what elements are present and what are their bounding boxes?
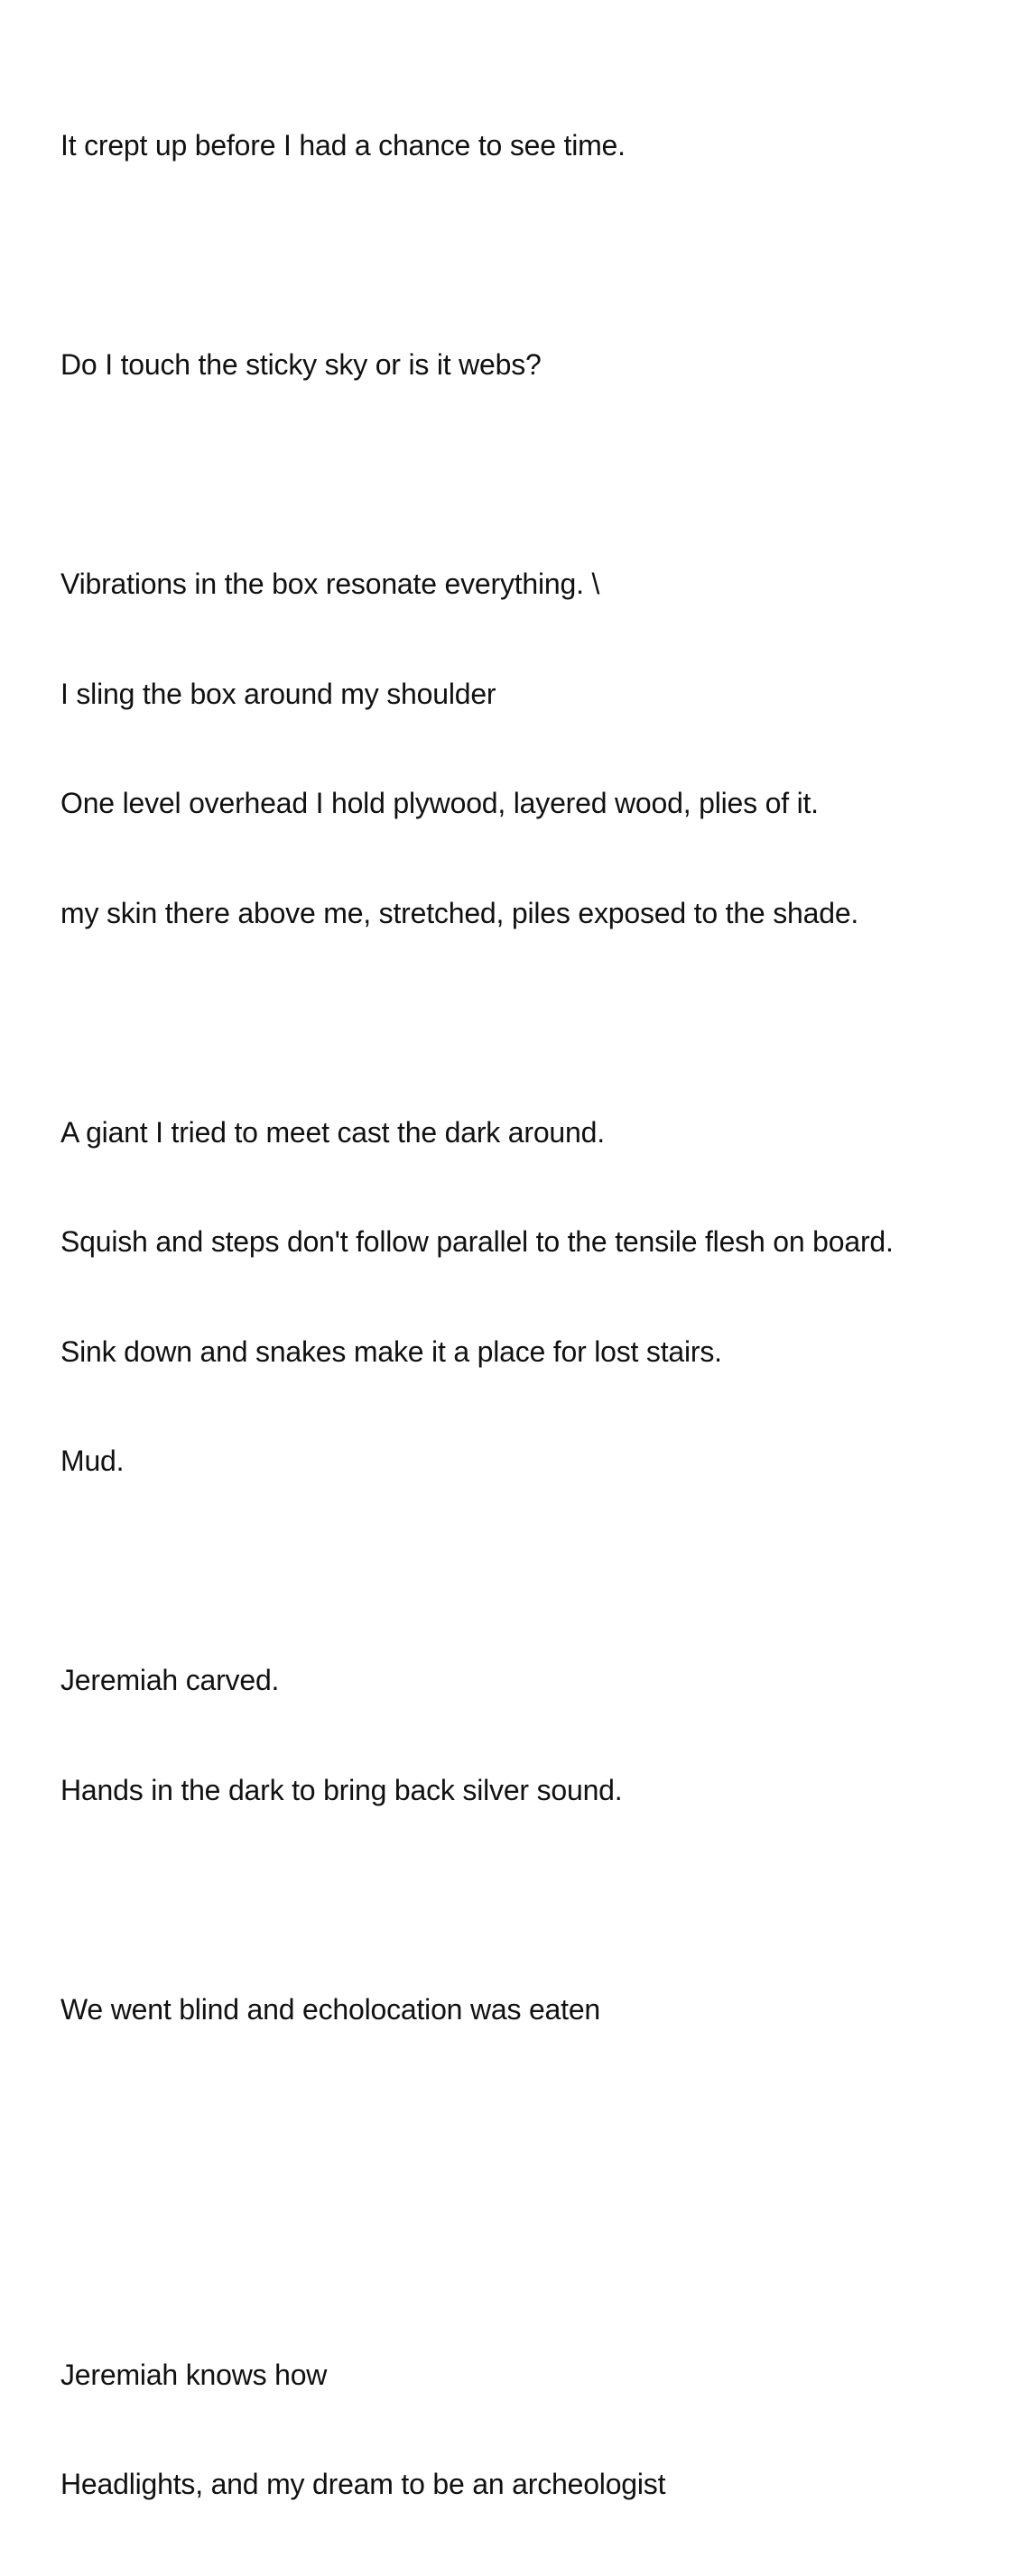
stanza-break xyxy=(60,457,894,494)
poem-text xyxy=(60,54,894,2576)
poem-line: We went blind and echolocation was eaten xyxy=(60,1992,601,2026)
poem-line: Jeremiah knows how xyxy=(60,2358,328,2391)
poem-line: Jeremiah carved. xyxy=(60,1664,280,1696)
stanza-break xyxy=(60,1553,894,1590)
poem-line: Vibrations in the box resonate everything. \ xyxy=(60,568,600,600)
poem-line: Hands in the dark to bring back silver sound. xyxy=(60,1773,623,1806)
poem-line: Mud. xyxy=(60,1445,125,1477)
poem-line: Sink down and snakes make it a place for lost stairs. xyxy=(60,1334,722,1368)
poem-line: Do I touch the sticky sky or is it webs? xyxy=(60,348,542,381)
poem-line: A giant I tried to meet cast the dark around. xyxy=(60,1115,605,1149)
poem-line: I sling the box around my shoulder xyxy=(60,677,496,710)
stanza-break xyxy=(60,1004,894,1041)
stanza-break xyxy=(60,237,894,274)
poem-line: Headlights, and my dream to be an archeologist xyxy=(60,2468,666,2500)
poem-line: Squish and steps don't follow parallel to the tensile flesh on board. xyxy=(60,1225,894,1258)
poem-line: One level overhead I hold plywood, layered wood, plies of it. xyxy=(60,787,819,819)
stanza-break xyxy=(60,1881,894,1918)
poem-line: It crept up before I had a chance to see time. xyxy=(60,129,626,162)
stanza-break xyxy=(60,2101,894,2284)
poem-line: my skin there above me, stretched, piles exposed to the shade. xyxy=(60,896,859,929)
